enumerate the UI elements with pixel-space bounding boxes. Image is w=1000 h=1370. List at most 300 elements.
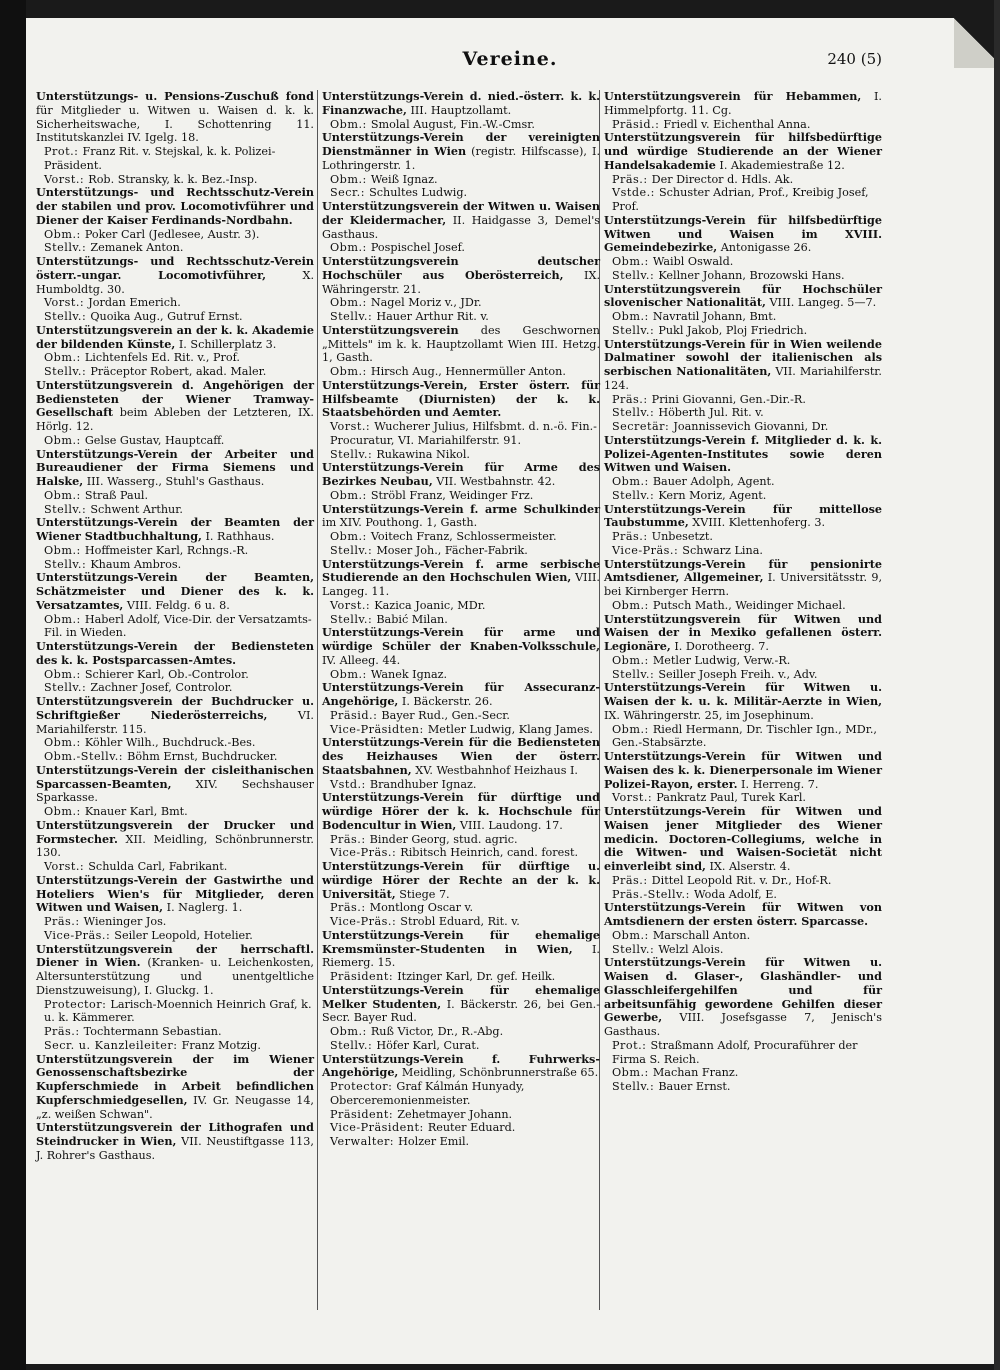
officer-line	[36, 241, 314, 255]
officer-role: Stellv.:	[44, 557, 91, 571]
document-page	[26, 18, 994, 1364]
directory-entry	[322, 626, 600, 667]
officer-role: Obm.:	[612, 598, 653, 612]
officer-line	[322, 723, 600, 737]
officer-line	[36, 296, 314, 310]
association-address: I. Riemerg. 15.	[322, 942, 600, 970]
officer-role: Präs.:	[44, 915, 84, 928]
directory-entry	[36, 764, 314, 805]
officer-name: Bauer Ernst.	[658, 1080, 731, 1093]
officer-role: Obm.:	[44, 488, 85, 502]
association-name: Unterstützungs- und Rechtsschutz-Verein der stabilen und prov. Locomotivführer und Diener der Kaiser Ferdinands-Nordbahn.	[36, 185, 314, 227]
officer-name: Höfer Karl, Curat.	[376, 1038, 480, 1052]
officer-line	[322, 1121, 600, 1135]
officer-name: Seiller Joseph Freih. v., Adv.	[658, 667, 818, 681]
officer-role: Obm.:	[330, 241, 371, 255]
officer-line	[604, 599, 882, 613]
directory-entry	[322, 461, 600, 489]
officer-line	[322, 833, 600, 847]
association-address: Meidling, Schönbrunnerstraße 65.	[398, 1066, 599, 1080]
officer-role: Obm.:	[44, 805, 85, 818]
scan-left-edge	[0, 0, 26, 1370]
officer-name: Der Director d. Hdls. Ak.	[651, 172, 794, 186]
association-address: I. Universitätsstr. 9, bei Kirnberger Herrn.	[604, 571, 882, 598]
officer-name: Schulda Carl, Fabrikant.	[88, 860, 228, 873]
officer-name: Kellner Johann, Brozowski Hans.	[658, 268, 845, 282]
officer-name: Prini Giovanni, Gen.-Dir.-R.	[651, 392, 806, 406]
officer-name: Weiß Ignaz.	[370, 172, 438, 186]
officer-line	[322, 613, 600, 627]
officer-role: Vice-Präsident:	[330, 1121, 428, 1135]
officer-line	[604, 929, 882, 943]
officer-name: Joannissevich Giovanni, Dr.	[673, 420, 829, 433]
association-name: Unterstützungs-Verein f. Fuhrwerks-Angehörige,	[322, 1051, 600, 1080]
directory-entry	[604, 750, 882, 791]
officer-role: Obm.:	[612, 475, 653, 488]
officer-role: Prot.:	[612, 1038, 651, 1052]
officer-name: Pospischel Josef.	[370, 241, 465, 255]
officer-line	[322, 1025, 600, 1039]
officer-role: Präs.:	[612, 172, 652, 186]
officer-name: Hirsch Aug., Hennermüller Anton.	[370, 365, 566, 378]
directory-entry	[322, 984, 600, 1025]
officer-line	[604, 1080, 882, 1094]
officer-line	[322, 1080, 600, 1108]
officer-role: Präs.-Stellv.:	[612, 887, 694, 901]
officer-role: Stellv.:	[44, 310, 91, 323]
directory-entry	[36, 819, 314, 860]
officer-role: Obm.:	[44, 667, 85, 681]
association-address: VIII. Feldg. 6 u. 8.	[123, 598, 230, 612]
officer-role: Präs.:	[330, 832, 370, 846]
association-name: Unterstützungs-Verein der Beamten der Wiener Stadtbuchhaltung,	[36, 515, 314, 543]
officer-line	[36, 310, 314, 324]
directory-entry	[604, 681, 882, 722]
officer-role: Stellv.:	[44, 365, 91, 378]
officer-line	[604, 406, 882, 420]
association-address: I. Bäckerstr. 26, bei Gen.-Secr. Bayer Rud.	[322, 997, 600, 1025]
association-name: Unterstützungs-Verein für ehemalige Melker Studenten,	[322, 982, 600, 1011]
officer-name: Seiler Leopold, Hotelier.	[114, 928, 253, 942]
officer-name: Reuter Eduard.	[427, 1121, 516, 1135]
officer-role: Stellv.:	[612, 268, 659, 282]
association-name: Unterstützungs-Verein für Arme des Bezirkes Neubau,	[322, 460, 600, 488]
association-name: Unterstützungs- u. Pensions-Zuschuß fond	[36, 89, 314, 103]
officer-role: Obm.:	[612, 310, 653, 323]
officer-name: Babić Milan.	[376, 612, 448, 626]
officer-role: Obm.:	[612, 653, 653, 667]
officer-line	[604, 173, 882, 187]
officer-line	[322, 599, 600, 613]
officer-name: Kern Moriz, Agent.	[658, 488, 767, 502]
officer-line	[322, 530, 600, 544]
officer-name: Straß Paul.	[84, 488, 149, 502]
directory-entry	[604, 338, 882, 393]
officer-role: Obm.:	[612, 928, 653, 942]
officer-name: Navratil Johann, Bmt.	[652, 310, 777, 323]
officer-line	[322, 118, 600, 132]
directory-entry	[36, 379, 314, 434]
association-address: VI. Mariahilferstr. 115.	[36, 708, 314, 736]
association-name: Unterstützungsverein für Witwen und Waisen der in Mexiko gefallenen österr. Legionäre,	[604, 611, 882, 653]
page-header	[26, 48, 994, 82]
association-address: im XIV. Pouthong. 1, Gasth.	[322, 516, 478, 530]
association-name: Unterstützungs- und Rechtsschutz-Verein österr.-ungar. Locomotivführer,	[36, 254, 314, 282]
association-address: VIII. Josefsgasse 7, Jenisch's Gasthaus.	[604, 1011, 882, 1038]
officer-line	[604, 269, 882, 283]
directory-entry	[36, 943, 314, 998]
directory-entry	[36, 516, 314, 544]
association-address: IX. Währingerstr. 21.	[322, 268, 601, 296]
officer-role: Präsid.:	[612, 117, 664, 131]
officer-line	[322, 915, 600, 929]
association-address: VII. Neustiftgasse 113, J. Rohrer's Gasthaus.	[36, 1135, 314, 1162]
officer-name: Montlong Oscar v.	[369, 901, 474, 915]
officer-line	[604, 324, 882, 338]
association-address: IX. Währingerstr. 25, im Josephinum.	[604, 708, 814, 722]
association-address: (Kranken- u. Leichenkosten, Altersunterstützung und unentgeltliche Dienstzuweisung), I. Gluckg. 1.	[36, 956, 314, 997]
officer-role: Protector:	[44, 997, 111, 1011]
officer-line	[604, 186, 882, 214]
officer-role: Secr.:	[330, 186, 370, 200]
officer-name: Tochtermann Sebastian.	[83, 1025, 222, 1038]
association-name: Unterstützungsverein der im Wiener Genossenschaftsbezirke der Kupferschmiede in Arbeit befindlichen Kupferschmiedgesellen,	[36, 1051, 314, 1107]
association-name: Unterstützungs-Verein f. Mitglieder d. k. k. Polizei-Agenten-Institutes sowie deren Witwen und Waisen.	[604, 432, 882, 475]
officer-line	[36, 668, 314, 682]
officer-line	[36, 915, 314, 929]
officer-line	[604, 255, 882, 269]
officer-line	[604, 475, 882, 489]
association-name: Unterstützungsverein für hilfsbedürftige und würdige Studierende an der Wiener Handelsakademie	[604, 130, 882, 172]
officer-role: Obm.:	[330, 117, 371, 131]
directory-entry	[604, 90, 882, 118]
officer-name: Metler Ludwig, Klang James.	[427, 722, 593, 736]
officer-name: Franz Motzig.	[181, 1038, 261, 1052]
association-name: Unterstützungsverein d. Angehörigen der Bediensteten der Wiener Tramway-Gesellschaft	[36, 377, 314, 420]
officer-line	[36, 998, 314, 1026]
officer-line	[604, 1039, 882, 1067]
officer-name: Bauer Adolph, Agent.	[652, 475, 775, 488]
association-address: III. Hauptzollamt.	[406, 103, 512, 117]
page-title: Vereine.	[462, 48, 558, 70]
association-name: Unterstützungs-Verein für dürftige u. würdige Hörer der Rechte an der k. k. Universität,	[322, 859, 600, 901]
association-name: Unterstützungs-Verein der vereinigten Dienstmänner in Wien	[322, 130, 600, 158]
page-number: 240 (5)	[827, 50, 882, 68]
officer-name: Smolal August, Fin.-W.-Cmsr.	[370, 117, 535, 131]
officer-role: Vstd.:	[330, 777, 370, 791]
officer-role: Vice-Präs.:	[330, 846, 401, 860]
officer-line	[604, 489, 882, 503]
officer-name: Rob. Stransky, k. k. Bez.-Insp.	[88, 172, 258, 186]
officer-role: Vorst.:	[612, 791, 657, 805]
officer-line	[36, 558, 314, 572]
association-name: Unterstützungsverein	[322, 322, 459, 337]
officer-role: Vorst.:	[44, 296, 89, 310]
officer-role: Obm.:	[44, 227, 85, 241]
officer-name: Zemanek Anton.	[90, 241, 184, 255]
officer-line	[322, 296, 600, 310]
officer-role: Obm.:	[330, 488, 371, 502]
officer-role: Verwalter:	[330, 1135, 399, 1148]
officer-line	[604, 943, 882, 957]
officer-role: Präsid.:	[330, 708, 382, 722]
officer-name: Brandhuber Ignaz.	[369, 777, 477, 791]
officer-name: Jordan Emerich.	[88, 296, 181, 310]
officer-role: Stellv.:	[612, 1080, 659, 1093]
officer-name: Haberl Adolf, Vice-Dir. der Versatzamts-Fil. in Wieden.	[44, 612, 312, 640]
directory-entry	[604, 805, 882, 874]
directory-entry	[322, 860, 600, 901]
officer-line	[604, 393, 882, 407]
officer-line	[36, 860, 314, 874]
association-address: Stiege 7.	[395, 887, 450, 901]
officer-name: Strobl Eduard, Rit. v.	[400, 915, 520, 928]
scan-right-edge	[994, 0, 1000, 1370]
officer-name: Itzinger Karl, Dr. gef. Heilk.	[397, 970, 556, 983]
directory-entry	[322, 131, 600, 172]
officer-line	[36, 489, 314, 503]
directory-entry	[604, 956, 882, 1039]
officer-line	[322, 1039, 600, 1053]
association-address: I. Herreng. 7.	[737, 777, 819, 791]
association-name: Unterstützungs-Verein der Arbeiter und Bureaudiener der Firma Siemens und Halske,	[36, 446, 314, 488]
officer-role: Stellv.:	[44, 241, 91, 255]
officer-role: Vorst.:	[330, 420, 375, 433]
officer-line	[36, 929, 314, 943]
officer-role: Obm.:	[330, 1025, 371, 1038]
directory-entry	[604, 503, 882, 531]
officer-role: Vice-Präs.:	[44, 928, 115, 942]
officer-name: Bayer Rud., Gen.-Secr.	[381, 708, 510, 722]
directory-entry	[604, 613, 882, 654]
directory-entry	[322, 791, 600, 832]
association-name: Unterstützungs-Verein f. arme serbische Studierende an den Hochschulen Wien,	[322, 556, 600, 585]
association-name: Unterstützungsverein der Witwen u. Waisen der Kleidermacher,	[322, 199, 600, 227]
officer-role: Obm.:	[330, 172, 371, 186]
officer-name: Franz Rit. v. Stejskal, k. k. Polizei-Präsident.	[44, 145, 276, 172]
officer-name: Ströbl Franz, Weidinger Frz.	[370, 488, 534, 502]
association-name: Unterstützungs-Verein f. arme Schulkinder	[322, 501, 600, 516]
directory-entry	[322, 255, 600, 296]
directory-entry	[36, 1053, 314, 1122]
officer-role: Vice-Präs.:	[330, 915, 401, 928]
association-name: Unterstützungs-Verein für ehemalige Kremsmünster-Studenten in Wien,	[322, 927, 600, 956]
officer-name: Böhm Ernst, Buchdrucker.	[127, 750, 278, 763]
association-name: Unterstützungs-Verein für mittellose Taubstumme,	[604, 501, 882, 530]
association-name: Unterstützungs-Verein der cisleithanischen Sparcassen-Beamten,	[36, 762, 314, 791]
officer-line	[604, 310, 882, 324]
officer-line	[322, 668, 600, 682]
officer-name: Rukawina Nikol.	[376, 447, 470, 461]
officer-name: Zehetmayer Johann.	[397, 1107, 513, 1121]
officer-name: Wucherer Julius, Hilfsbmt. d. n.-ö. Fin.-Procuratur, VI. Mariahilferstr. 91.	[330, 420, 597, 447]
association-name: Unterstützungsverein der Buchdrucker u. Schriftgießer Niederösterreichs,	[36, 694, 314, 722]
officer-name: Pukl Jakob, Ploj Friedrich.	[658, 323, 808, 337]
officer-line	[322, 173, 600, 187]
officer-line	[36, 544, 314, 558]
officer-name: Voitech Franz, Schlossermeister.	[370, 530, 557, 543]
officer-line	[36, 805, 314, 819]
directory-entry	[604, 131, 882, 172]
officer-role: Vstde.:	[612, 186, 659, 200]
association-name: Unterstützungs-Verein für Assecuranz-Angehörige,	[322, 680, 600, 708]
directory-entry	[36, 571, 314, 612]
officer-role: Stellv.:	[330, 612, 377, 626]
officer-role: Stellv.:	[612, 488, 659, 502]
officer-line	[36, 1025, 314, 1039]
officer-name: Präceptor Robert, akad. Maler.	[90, 365, 267, 378]
association-address: I. Himmelpfortg. 11. Cg.	[604, 90, 882, 117]
directory-entry	[36, 186, 314, 227]
association-name: Unterstützungs-Verein der Bediensteten des k. k. Postsparcassen-Amtes.	[36, 639, 314, 667]
officer-line	[322, 778, 600, 792]
officer-role: Secr. u. Kanzleileiter:	[44, 1038, 182, 1052]
officer-line	[322, 1135, 600, 1149]
officer-role: Stellv.:	[612, 406, 659, 420]
officer-role: Obm.:	[330, 530, 371, 543]
officer-line	[36, 1039, 314, 1053]
association-address: VIII. Laudong. 17.	[456, 818, 563, 832]
association-address: VIII. Langeg. 11.	[322, 571, 600, 598]
officer-role: Stellv.:	[330, 447, 377, 461]
association-address: I. Naglerg. 1.	[163, 901, 243, 915]
officer-role: Obm.:	[612, 722, 653, 736]
officer-name: Poker Carl (Jedlesee, Austr. 3).	[84, 227, 260, 241]
association-name: Unterstützungsverein der Lithografen und Steindrucker in Wien,	[36, 1120, 314, 1148]
association-name: Unterstützungs-Verein d. nied.-österr. k. k. Finanzwache,	[322, 89, 600, 117]
officer-role: Obm.:	[44, 433, 85, 447]
association-name: Unterstützungs-Verein für in Wien weilende Dalmatiner sowohl der italienischen als serbischen Nationalitäten,	[604, 336, 882, 378]
officer-role: Obm.:	[612, 1066, 653, 1080]
association-address: IX. Alserstr. 4.	[705, 860, 791, 873]
officer-name: Ruß Victor, Dr., R.-Abg.	[370, 1025, 504, 1038]
officer-line	[36, 145, 314, 173]
association-address: Antonigasse 26.	[717, 241, 812, 255]
officer-line	[36, 228, 314, 242]
officer-role: Obm.:	[44, 612, 85, 626]
directory-entry	[36, 324, 314, 352]
association-address: für Mitglieder u. Witwen u. Waisen d. k. k. Sicherheitswache, I. Schottenring 11. Institutskanzlei IV. Igelg. 18.	[36, 103, 314, 145]
officer-line	[322, 186, 600, 200]
officer-name: Schwent Arthur.	[90, 502, 183, 516]
officer-line	[36, 750, 314, 764]
officer-role: Stellv.:	[330, 543, 377, 557]
officer-role: Stellv.:	[612, 667, 659, 681]
officer-role: Stellv.:	[44, 502, 91, 516]
association-name: Unterstützungsverein für Hochschüler slovenischer Nationalität,	[604, 281, 882, 310]
officer-line	[36, 503, 314, 517]
directory-entry	[322, 503, 600, 531]
officer-line	[322, 448, 600, 462]
officer-role: Präsident:	[330, 1107, 398, 1121]
association-address: I. Akademiestraße 12.	[715, 158, 845, 172]
association-address: I. Rathhaus.	[201, 530, 275, 543]
officer-name: Khaum Ambros.	[90, 557, 182, 571]
directory-entry	[604, 283, 882, 311]
column-2	[322, 90, 600, 1149]
officer-line	[604, 420, 882, 434]
directory-entry	[322, 681, 600, 709]
officer-name: Holzer Emil.	[398, 1135, 470, 1148]
directory-entry	[322, 90, 600, 118]
officer-role: Prot.:	[44, 145, 83, 158]
directory-entry	[604, 558, 882, 599]
officer-name: Putsch Math., Weidinger Michael.	[652, 598, 846, 612]
association-name: Unterstützungs-Verein für Witwen von Amtsdienern der ersten österr. Sparcasse.	[604, 900, 882, 928]
officer-line	[604, 791, 882, 805]
officer-role: Obm.-Stellv.:	[44, 750, 128, 763]
officer-name: Köhler Wilh., Buchdruck.-Bes.	[84, 736, 256, 750]
directory-entry	[36, 255, 314, 296]
association-address: (registr. Hilfscasse), I. Lothringerstr. 1.	[322, 145, 600, 172]
officer-line	[604, 1066, 882, 1080]
officer-line	[322, 709, 600, 723]
officer-name: Schuster Adrian, Prof., Kreibig Josef, Prof.	[612, 186, 869, 213]
officer-role: Protector:	[330, 1080, 397, 1093]
directory-entry	[322, 324, 600, 365]
officer-role: Stellv.:	[330, 310, 377, 323]
officer-name: Hoffmeister Karl, Rchngs.-R.	[84, 543, 249, 557]
association-address: VIII. Langeg. 5—7.	[765, 296, 877, 310]
officer-name: Knauer Karl, Bmt.	[84, 805, 188, 818]
officer-role: Vorst.:	[44, 860, 89, 873]
officer-line	[36, 434, 314, 448]
officer-name: Larisch-Moennich Heinrich Graf, k. u. k. Kämmerer.	[44, 997, 312, 1025]
officer-role: Stellv.:	[612, 942, 659, 956]
directory-entry	[322, 736, 600, 777]
officer-role: Stellv.:	[612, 323, 659, 337]
association-name: Unterstützungs-Verein für Witwen u. Waisen d. Glaser-, Glashändler- und Glasschleifergehilfen und für arbeitsunfähig gewordene Gehilfen dieser Gewerbe,	[604, 955, 882, 1025]
directory-entry	[322, 558, 600, 599]
officer-name: Ribitsch Heinrich, cand. forest.	[400, 846, 579, 860]
officer-role: Stellv.:	[44, 681, 91, 695]
officer-name: Marschall Anton.	[652, 928, 751, 942]
association-name: Unterstützungsverein für Hebammen,	[604, 89, 862, 103]
association-name: Unterstützungsverein der Drucker und Formstecher.	[36, 817, 314, 846]
association-name: Unterstützungs-Verein der Gastwirthe und Hoteliers Wien's für Mitglieder, deren Witwen und Waisen,	[36, 872, 314, 915]
officer-name: Höberth Jul. Rit. v.	[658, 406, 764, 420]
officer-line	[604, 874, 882, 888]
officer-name: Gelse Gustav, Hauptcaff.	[84, 433, 225, 447]
association-name: Unterstützungsverein an der k. k. Akademie der bildenden Künste,	[36, 322, 314, 351]
officer-line	[322, 846, 600, 860]
association-name: Unterstützungs-Verein für Witwen und Waisen des k. k. Dienerpersonale im Wiener Polizei-Rayon, erster.	[604, 749, 882, 791]
column-1	[36, 90, 314, 1163]
officer-name: Welzl Alois.	[658, 942, 724, 956]
association-address: VII. Mariahilferstr. 124.	[604, 365, 882, 392]
officer-role: Vorst.:	[44, 172, 89, 186]
officer-role: Stellv.:	[330, 1038, 377, 1052]
officer-name: Nagel Moriz v., JDr.	[370, 296, 482, 310]
officer-role: Secretär:	[612, 420, 674, 433]
association-address: XII. Meidling, Schönbrunnerstr. 130.	[36, 832, 314, 860]
officer-line	[322, 310, 600, 324]
association-address: des Geschwornen „Mittels" im k. k. Hauptzollamt Wien III. Hetzg. 1, Gasth.	[322, 323, 600, 365]
officer-name: Pankratz Paul, Turek Karl.	[656, 791, 806, 805]
directory-entry	[36, 448, 314, 489]
officer-name: Quoika Aug., Gutruf Ernst.	[90, 310, 243, 323]
officer-role: Obm.:	[44, 736, 85, 750]
officer-name: Riedl Hermann, Dr. Tischler Ign., MDr., Gen.-Stabsärzte.	[612, 722, 877, 750]
directory-entry	[604, 434, 882, 475]
association-name: Unterstützungs-Verein für hilfsbedürftige Witwen und Waisen im XVIII. Gemeindebezirke,	[604, 212, 882, 255]
officer-name: Metler Ludwig, Verw.-R.	[652, 653, 791, 667]
officer-name: Graf Kálmán Hunyady, Oberceremonienmeister.	[330, 1080, 525, 1107]
officer-line	[322, 241, 600, 255]
association-name: Unterstützungsverein deutscher Hochschüler aus Oberösterreich,	[322, 254, 600, 282]
association-address: II. Haidgasse 3, Demel's Gasthaus.	[322, 213, 601, 241]
directory-entry	[322, 929, 600, 970]
